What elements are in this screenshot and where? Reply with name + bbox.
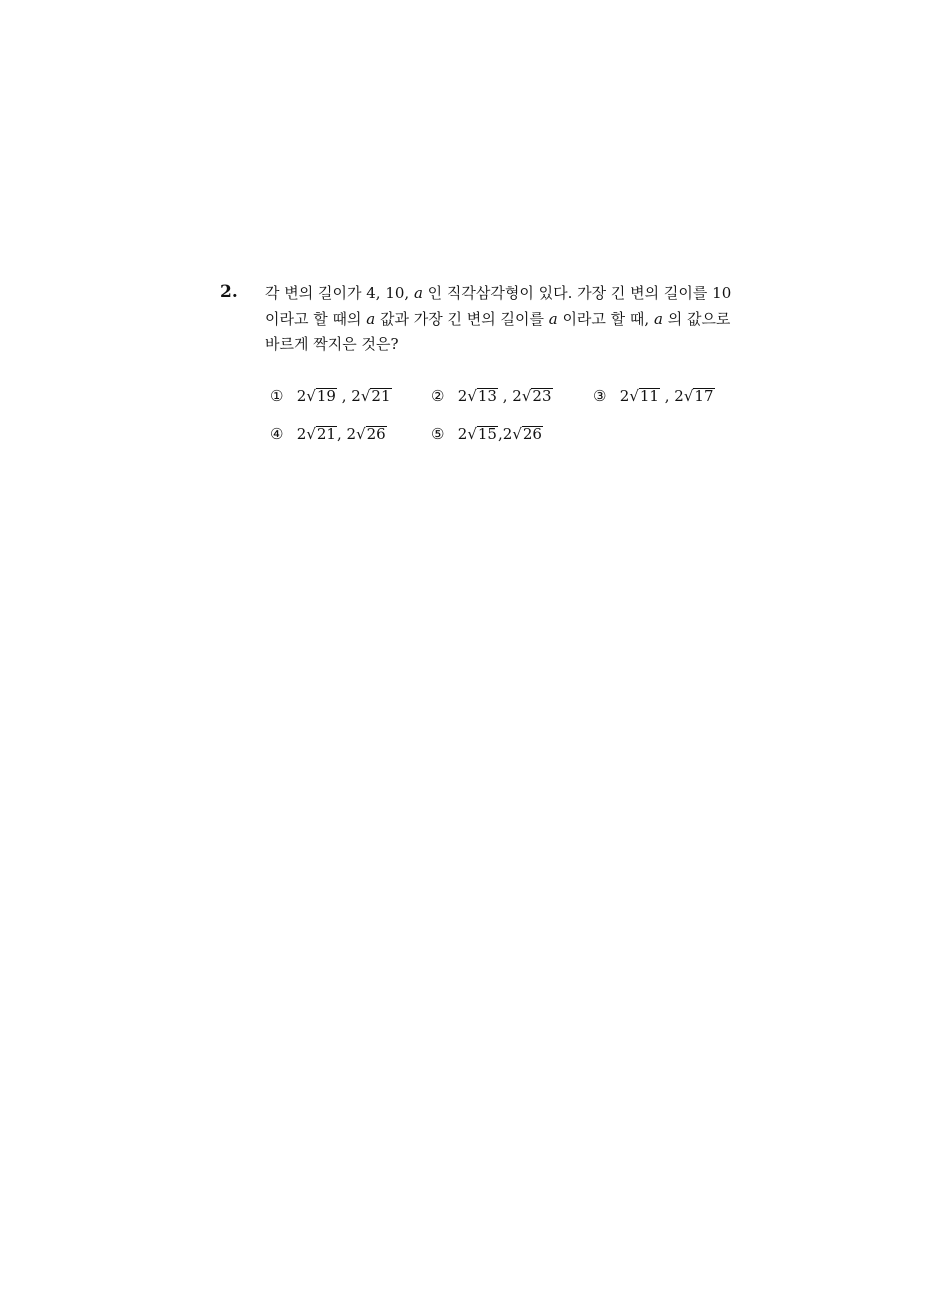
choice-number: ① xyxy=(270,387,284,405)
stem-text: 값과 가장 긴 변의 길이를 xyxy=(375,309,549,328)
sqrt-expression xyxy=(684,385,715,407)
radical-sign: √ xyxy=(356,425,366,443)
variable-a: a xyxy=(413,284,423,302)
stem-text: 인 직각삼각형이 있다. 가장 긴 변의 길이를 10 xyxy=(422,284,732,302)
sqrt-expression xyxy=(467,423,498,445)
question-number: 2. xyxy=(220,282,238,302)
separator: , xyxy=(659,387,675,405)
radicand: 21 xyxy=(316,425,336,443)
coefficient: 2 xyxy=(457,425,468,443)
separator: , xyxy=(336,425,347,443)
coefficient: 2 xyxy=(346,425,357,443)
sqrt-expression xyxy=(522,385,553,407)
sqrt-expression xyxy=(306,423,337,445)
separator: , xyxy=(497,425,503,443)
radical-sign: √ xyxy=(467,425,477,443)
choice-number: ② xyxy=(431,387,445,405)
sqrt-expression xyxy=(306,385,337,407)
sqrt-expression xyxy=(356,423,387,445)
stem-line-2 xyxy=(265,307,765,333)
choice-number: ④ xyxy=(270,425,284,443)
stem-line-3: 바르게 짝지은 것은? xyxy=(265,335,399,353)
stem-text: 의 값으로 xyxy=(662,309,731,328)
radical-sign: √ xyxy=(512,425,522,443)
choice-number: ③ xyxy=(593,387,607,405)
coefficient: 2 xyxy=(619,387,630,405)
stem-line-1 xyxy=(265,281,765,307)
radicand: 19 xyxy=(316,387,336,405)
variable-a: a xyxy=(653,309,663,328)
sqrt-expression xyxy=(361,385,392,407)
question-stem xyxy=(265,281,765,358)
choice-2[interactable] xyxy=(431,385,553,407)
coefficient: 2 xyxy=(351,387,361,405)
radicand: 17 xyxy=(694,387,714,405)
radical-sign: √ xyxy=(629,387,639,405)
variable-a: a xyxy=(548,309,558,328)
radical-sign: √ xyxy=(360,387,371,405)
radicand: 26 xyxy=(522,425,542,443)
radical-sign: √ xyxy=(467,387,477,405)
coefficient: 2 xyxy=(457,387,468,405)
radical-sign: √ xyxy=(683,387,694,405)
radical-sign: √ xyxy=(306,425,316,443)
choice-1[interactable] xyxy=(270,385,392,407)
variable-a: a xyxy=(366,309,376,328)
choice-number: ⑤ xyxy=(431,425,445,443)
stem-text: 이라고 할 때, xyxy=(557,309,654,328)
radicand: 15 xyxy=(477,425,497,443)
radicand: 11 xyxy=(639,387,659,405)
radical-sign: √ xyxy=(306,387,316,405)
coefficient: 2 xyxy=(296,425,307,443)
coefficient: 2 xyxy=(674,387,684,405)
sqrt-expression xyxy=(467,385,498,407)
coefficient: 2 xyxy=(512,387,522,405)
coefficient: 2 xyxy=(502,425,513,443)
sqrt-expression xyxy=(629,385,660,407)
separator: , xyxy=(497,387,513,405)
choice-4[interactable] xyxy=(270,423,387,445)
separator: , xyxy=(336,387,352,405)
radicand: 26 xyxy=(366,425,386,443)
sqrt-expression xyxy=(512,423,543,445)
coefficient: 2 xyxy=(296,387,307,405)
stem-text: 이라고 할 때의 xyxy=(265,309,367,328)
radical-sign: √ xyxy=(521,387,532,405)
choice-3[interactable] xyxy=(593,385,715,407)
stem-text: 각 변의 길이가 4, 10, xyxy=(265,284,414,302)
radicand: 13 xyxy=(477,387,497,405)
choice-5[interactable] xyxy=(431,423,543,445)
radicand: 23 xyxy=(532,387,552,405)
radicand: 21 xyxy=(371,387,391,405)
